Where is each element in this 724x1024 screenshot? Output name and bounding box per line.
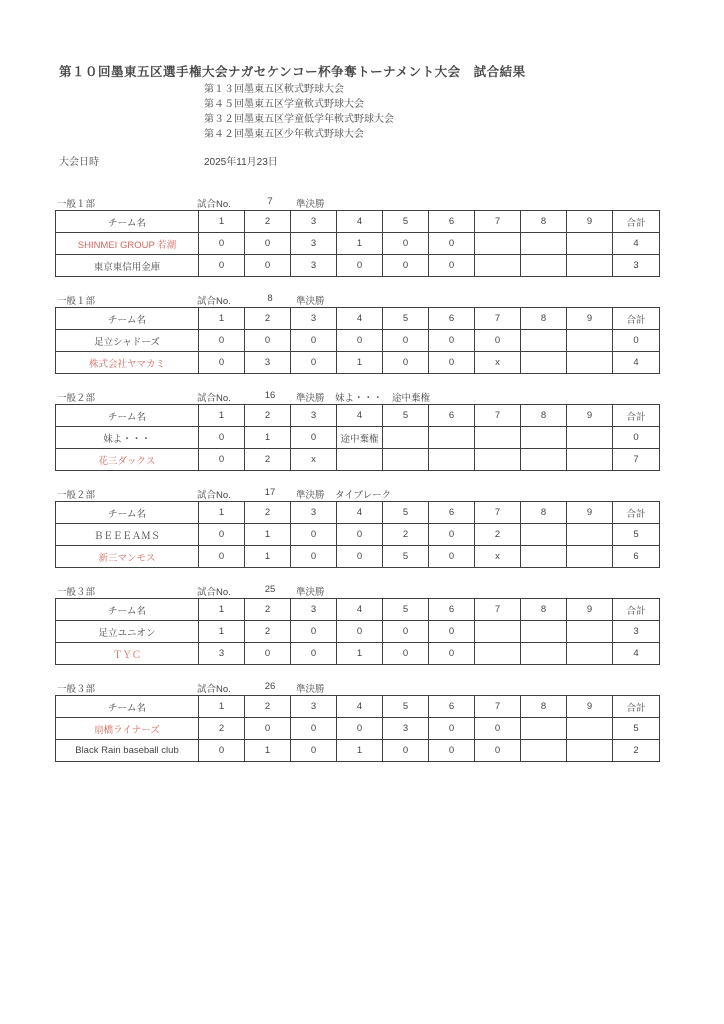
inning-score-cell bbox=[475, 643, 521, 665]
team-name-cell: ＴＹＣ bbox=[56, 643, 199, 665]
inning-header: 8 bbox=[521, 405, 567, 427]
inning-header: 2 bbox=[245, 696, 291, 718]
match-label-row bbox=[55, 292, 661, 307]
round-label: 準決勝 bbox=[296, 296, 325, 307]
inning-score-cell bbox=[521, 330, 567, 352]
inning-score-cell bbox=[337, 449, 383, 471]
inning-score-cell: 0 bbox=[199, 546, 245, 568]
team-name-cell: 花三ダックス bbox=[56, 449, 199, 471]
inning-header: 7 bbox=[475, 308, 521, 330]
inning-score-cell bbox=[567, 718, 613, 740]
inning-score-cell: 0 bbox=[429, 718, 475, 740]
team-name-cell: 足立シャドーズ bbox=[56, 330, 199, 352]
inning-score-cell bbox=[567, 352, 613, 374]
inning-score-cell: 0 bbox=[199, 427, 245, 449]
inning-score-cell: 0 bbox=[199, 330, 245, 352]
total-score-cell: 5 bbox=[613, 524, 660, 546]
team-name-cell: 足立ユニオン bbox=[56, 621, 199, 643]
team-name-cell: ＢＥＥＥＡＭＳ bbox=[56, 524, 199, 546]
game-no-label: 試合No. bbox=[197, 199, 231, 210]
inning-score-cell: 0 bbox=[475, 330, 521, 352]
game-no-label: 試合No. bbox=[197, 684, 231, 695]
inning-score-cell: 3 bbox=[291, 255, 337, 277]
inning-score-cell: 0 bbox=[291, 740, 337, 762]
division-label: 一般１部 bbox=[57, 199, 96, 210]
inning-score-cell bbox=[567, 643, 613, 665]
inning-score-cell: 1 bbox=[245, 546, 291, 568]
team-row bbox=[56, 352, 660, 374]
inning-score-cell: 0 bbox=[383, 621, 429, 643]
game-no-value: 16 bbox=[264, 390, 276, 401]
inning-score-cell: 0 bbox=[245, 718, 291, 740]
inning-score-cell: 0 bbox=[199, 740, 245, 762]
inning-score-cell: 0 bbox=[429, 330, 475, 352]
inning-score-cell: 1 bbox=[337, 740, 383, 762]
round-label: 準決勝 bbox=[296, 587, 325, 598]
match-section bbox=[55, 680, 661, 762]
inning-score-cell bbox=[567, 449, 613, 471]
inning-score-cell bbox=[521, 233, 567, 255]
inning-score-cell: 0 bbox=[383, 352, 429, 374]
tournament-subtitle-list bbox=[204, 82, 394, 142]
team-row bbox=[56, 449, 660, 471]
inning-header: 6 bbox=[429, 599, 475, 621]
total-score-cell: 4 bbox=[613, 643, 660, 665]
inning-score-cell bbox=[521, 740, 567, 762]
inning-header: 6 bbox=[429, 405, 475, 427]
inning-score-cell: 途中棄権 bbox=[337, 427, 383, 449]
match-section bbox=[55, 195, 661, 277]
inning-header: 7 bbox=[475, 696, 521, 718]
inning-score-cell: 3 bbox=[383, 718, 429, 740]
round-label: 準決勝 bbox=[296, 393, 325, 404]
total-score-cell: 7 bbox=[613, 449, 660, 471]
total-score-cell: 4 bbox=[613, 352, 660, 374]
total-header: 合計 bbox=[613, 211, 660, 233]
inning-score-cell: 2 bbox=[383, 524, 429, 546]
inning-score-cell: 0 bbox=[475, 740, 521, 762]
inning-header: 1 bbox=[199, 599, 245, 621]
team-name-header: チーム名 bbox=[56, 308, 199, 330]
round-label: 準決勝 bbox=[296, 490, 325, 501]
inning-score-cell: 3 bbox=[245, 352, 291, 374]
match-label-row bbox=[55, 583, 661, 598]
team-row bbox=[56, 524, 660, 546]
total-score-cell: 3 bbox=[613, 621, 660, 643]
inning-score-cell: 0 bbox=[383, 330, 429, 352]
inning-score-cell: 0 bbox=[291, 524, 337, 546]
inning-score-cell bbox=[567, 427, 613, 449]
inning-header: 1 bbox=[199, 502, 245, 524]
inning-header: 2 bbox=[245, 211, 291, 233]
division-label: 一般２部 bbox=[57, 393, 96, 404]
header-row bbox=[56, 308, 660, 330]
match-label-row bbox=[55, 486, 661, 501]
inning-score-cell: 0 bbox=[429, 643, 475, 665]
inning-header: 7 bbox=[475, 405, 521, 427]
match-section bbox=[55, 486, 661, 568]
inning-score-cell bbox=[475, 449, 521, 471]
inning-score-cell: x bbox=[475, 352, 521, 374]
inning-score-cell: 1 bbox=[245, 740, 291, 762]
inning-header: 5 bbox=[383, 696, 429, 718]
inning-header: 8 bbox=[521, 599, 567, 621]
inning-header: 1 bbox=[199, 308, 245, 330]
total-header: 合計 bbox=[613, 502, 660, 524]
inning-score-cell: 0 bbox=[291, 352, 337, 374]
team-name-cell: 東京東信用金庫 bbox=[56, 255, 199, 277]
inning-header: 1 bbox=[199, 696, 245, 718]
inning-header: 6 bbox=[429, 308, 475, 330]
event-date-value: 2025年11月23日 bbox=[204, 157, 278, 168]
round-label: 準決勝 bbox=[296, 684, 325, 695]
total-score-cell: 0 bbox=[613, 427, 660, 449]
inning-score-cell: 0 bbox=[199, 449, 245, 471]
inning-header: 9 bbox=[567, 502, 613, 524]
inning-header: 1 bbox=[199, 405, 245, 427]
inning-score-cell bbox=[383, 427, 429, 449]
team-name-header: チーム名 bbox=[56, 599, 199, 621]
team-name-header: チーム名 bbox=[56, 696, 199, 718]
team-name-cell: 扇橋ライナーズ bbox=[56, 718, 199, 740]
inning-score-cell bbox=[567, 740, 613, 762]
score-table bbox=[55, 598, 660, 665]
match-note-label: 妹よ・・・ 途中棄権 bbox=[335, 393, 431, 404]
inning-score-cell: 0 bbox=[429, 621, 475, 643]
inning-score-cell: 0 bbox=[429, 546, 475, 568]
inning-score-cell bbox=[521, 643, 567, 665]
inning-score-cell: 0 bbox=[429, 352, 475, 374]
inning-header: 6 bbox=[429, 211, 475, 233]
header-row bbox=[56, 502, 660, 524]
inning-score-cell bbox=[521, 546, 567, 568]
match-note-label: タイブレーク bbox=[335, 490, 392, 501]
inning-score-cell: 3 bbox=[291, 233, 337, 255]
team-name-cell: 妹よ・・・ bbox=[56, 427, 199, 449]
inning-header: 3 bbox=[291, 696, 337, 718]
inning-header: 9 bbox=[567, 405, 613, 427]
total-score-cell: 3 bbox=[613, 255, 660, 277]
inning-header: 2 bbox=[245, 599, 291, 621]
inning-score-cell: 0 bbox=[383, 740, 429, 762]
inning-header: 5 bbox=[383, 308, 429, 330]
total-header: 合計 bbox=[613, 308, 660, 330]
score-table bbox=[55, 210, 660, 277]
event-date-label: 大会日時 bbox=[59, 157, 99, 168]
inning-score-cell bbox=[567, 524, 613, 546]
header-row bbox=[56, 696, 660, 718]
document-title: 第１０回墨東五区選手権大会ナガセケンコー杯争奪トーナメント大会 試合結果 bbox=[59, 65, 526, 79]
inning-header: 4 bbox=[337, 211, 383, 233]
game-no-value: 26 bbox=[264, 681, 276, 692]
inning-score-cell: 0 bbox=[337, 546, 383, 568]
inning-score-cell bbox=[567, 233, 613, 255]
inning-score-cell bbox=[475, 233, 521, 255]
inning-score-cell: 1 bbox=[337, 233, 383, 255]
score-tables bbox=[55, 195, 661, 777]
inning-score-cell bbox=[521, 449, 567, 471]
inning-header: 3 bbox=[291, 405, 337, 427]
inning-score-cell: 0 bbox=[429, 524, 475, 546]
inning-header: 2 bbox=[245, 502, 291, 524]
division-label: 一般２部 bbox=[57, 490, 96, 501]
score-table bbox=[55, 404, 660, 471]
match-label-row bbox=[55, 195, 661, 210]
inning-score-cell: x bbox=[291, 449, 337, 471]
inning-score-cell: 0 bbox=[475, 718, 521, 740]
inning-score-cell bbox=[521, 524, 567, 546]
division-label: 一般１部 bbox=[57, 296, 96, 307]
inning-header: 3 bbox=[291, 308, 337, 330]
team-name-header: チーム名 bbox=[56, 405, 199, 427]
match-label-row bbox=[55, 680, 661, 695]
inning-header: 9 bbox=[567, 599, 613, 621]
inning-score-cell bbox=[475, 427, 521, 449]
inning-score-cell bbox=[429, 449, 475, 471]
inning-header: 7 bbox=[475, 211, 521, 233]
inning-score-cell: x bbox=[475, 546, 521, 568]
team-row bbox=[56, 330, 660, 352]
inning-header: 8 bbox=[521, 502, 567, 524]
inning-header: 5 bbox=[383, 405, 429, 427]
inning-score-cell bbox=[475, 255, 521, 277]
inning-score-cell bbox=[383, 449, 429, 471]
inning-header: 5 bbox=[383, 211, 429, 233]
inning-header: 7 bbox=[475, 599, 521, 621]
score-table bbox=[55, 695, 660, 762]
inning-score-cell: 0 bbox=[383, 643, 429, 665]
total-score-cell: 6 bbox=[613, 546, 660, 568]
inning-score-cell: 2 bbox=[245, 621, 291, 643]
event-date-row bbox=[0, 153, 724, 167]
total-header: 合計 bbox=[613, 696, 660, 718]
inning-score-cell: 0 bbox=[291, 718, 337, 740]
inning-score-cell: 0 bbox=[199, 233, 245, 255]
inning-score-cell bbox=[567, 621, 613, 643]
inning-score-cell: 0 bbox=[337, 524, 383, 546]
team-row bbox=[56, 740, 660, 762]
team-row bbox=[56, 621, 660, 643]
header-row bbox=[56, 405, 660, 427]
game-no-value: 7 bbox=[267, 196, 273, 207]
inning-score-cell: 0 bbox=[245, 233, 291, 255]
inning-score-cell bbox=[567, 255, 613, 277]
division-label: 一般３部 bbox=[57, 684, 96, 695]
inning-score-cell: 5 bbox=[383, 546, 429, 568]
inning-header: 4 bbox=[337, 599, 383, 621]
tournament-subtitle: 第４２回墨東五区少年軟式野球大会 bbox=[204, 129, 364, 140]
total-score-cell: 0 bbox=[613, 330, 660, 352]
team-name-cell: Black Rain baseball club bbox=[56, 740, 199, 762]
team-row bbox=[56, 718, 660, 740]
tournament-subtitle: 第１３回墨東五区軟式野球大会 bbox=[204, 84, 344, 95]
inning-score-cell bbox=[521, 718, 567, 740]
tournament-subtitle: 第３２回墨東五区学童低学年軟式野球大会 bbox=[204, 114, 394, 125]
inning-score-cell: 0 bbox=[337, 255, 383, 277]
score-table bbox=[55, 501, 660, 568]
inning-score-cell: 1 bbox=[245, 427, 291, 449]
team-row bbox=[56, 255, 660, 277]
inning-score-cell: 2 bbox=[199, 718, 245, 740]
inning-score-cell: 1 bbox=[245, 524, 291, 546]
round-label: 準決勝 bbox=[296, 199, 325, 210]
team-name-header: チーム名 bbox=[56, 502, 199, 524]
inning-score-cell: 1 bbox=[199, 621, 245, 643]
inning-score-cell: 0 bbox=[245, 330, 291, 352]
inning-score-cell bbox=[567, 546, 613, 568]
total-score-cell: 4 bbox=[613, 233, 660, 255]
inning-score-cell: 0 bbox=[245, 255, 291, 277]
total-header: 合計 bbox=[613, 599, 660, 621]
team-row bbox=[56, 233, 660, 255]
inning-score-cell: 0 bbox=[245, 643, 291, 665]
division-label: 一般３部 bbox=[57, 587, 96, 598]
inning-header: 1 bbox=[199, 211, 245, 233]
inning-score-cell: 0 bbox=[291, 546, 337, 568]
inning-score-cell bbox=[521, 621, 567, 643]
inning-header: 9 bbox=[567, 696, 613, 718]
team-name-cell: 新三マンモス bbox=[56, 546, 199, 568]
team-name-cell: SHINMEI GROUP 若潮 bbox=[56, 233, 199, 255]
inning-header: 9 bbox=[567, 211, 613, 233]
inning-header: 6 bbox=[429, 502, 475, 524]
header-row bbox=[56, 599, 660, 621]
team-row bbox=[56, 546, 660, 568]
inning-score-cell: 0 bbox=[383, 233, 429, 255]
inning-score-cell: 3 bbox=[199, 643, 245, 665]
inning-header: 7 bbox=[475, 502, 521, 524]
match-section bbox=[55, 292, 661, 374]
inning-score-cell: 2 bbox=[245, 449, 291, 471]
inning-score-cell: 0 bbox=[291, 330, 337, 352]
team-row bbox=[56, 427, 660, 449]
inning-score-cell: 0 bbox=[291, 621, 337, 643]
inning-header: 8 bbox=[521, 308, 567, 330]
inning-score-cell: 0 bbox=[199, 352, 245, 374]
inning-header: 4 bbox=[337, 405, 383, 427]
inning-header: 2 bbox=[245, 308, 291, 330]
inning-score-cell: 0 bbox=[199, 255, 245, 277]
inning-header: 4 bbox=[337, 502, 383, 524]
inning-header: 3 bbox=[291, 211, 337, 233]
game-no-value: 17 bbox=[264, 487, 276, 498]
inning-score-cell: 0 bbox=[337, 621, 383, 643]
total-score-cell: 2 bbox=[613, 740, 660, 762]
total-header: 合計 bbox=[613, 405, 660, 427]
inning-score-cell bbox=[521, 255, 567, 277]
match-section bbox=[55, 389, 661, 471]
match-label-row bbox=[55, 389, 661, 404]
inning-header: 6 bbox=[429, 696, 475, 718]
inning-score-cell: 0 bbox=[291, 643, 337, 665]
game-no-label: 試合No. bbox=[197, 587, 231, 598]
game-no-label: 試合No. bbox=[197, 490, 231, 501]
inning-header: 9 bbox=[567, 308, 613, 330]
inning-score-cell: 0 bbox=[337, 718, 383, 740]
total-score-cell: 5 bbox=[613, 718, 660, 740]
inning-score-cell: 0 bbox=[429, 740, 475, 762]
inning-header: 5 bbox=[383, 599, 429, 621]
inning-score-cell bbox=[475, 621, 521, 643]
inning-score-cell bbox=[429, 427, 475, 449]
inning-score-cell: 2 bbox=[475, 524, 521, 546]
inning-score-cell: 0 bbox=[429, 233, 475, 255]
inning-header: 8 bbox=[521, 696, 567, 718]
inning-header: 4 bbox=[337, 696, 383, 718]
inning-header: 4 bbox=[337, 308, 383, 330]
team-row bbox=[56, 643, 660, 665]
inning-score-cell bbox=[567, 330, 613, 352]
team-name-header: チーム名 bbox=[56, 211, 199, 233]
inning-score-cell: 0 bbox=[383, 255, 429, 277]
game-no-value: 8 bbox=[267, 293, 273, 304]
inning-header: 8 bbox=[521, 211, 567, 233]
inning-score-cell: 0 bbox=[291, 427, 337, 449]
inning-score-cell bbox=[521, 352, 567, 374]
game-no-label: 試合No. bbox=[197, 393, 231, 404]
inning-header: 3 bbox=[291, 599, 337, 621]
inning-score-cell: 0 bbox=[199, 524, 245, 546]
score-table bbox=[55, 307, 660, 374]
game-no-value: 25 bbox=[264, 584, 276, 595]
game-no-label: 試合No. bbox=[197, 296, 231, 307]
inning-header: 5 bbox=[383, 502, 429, 524]
inning-score-cell: 1 bbox=[337, 643, 383, 665]
inning-score-cell bbox=[521, 427, 567, 449]
tournament-subtitle: 第４５回墨東五区学童軟式野球大会 bbox=[204, 99, 364, 110]
inning-score-cell: 1 bbox=[337, 352, 383, 374]
match-section bbox=[55, 583, 661, 665]
inning-score-cell: 0 bbox=[337, 330, 383, 352]
team-name-cell: 株式会社ヤマカミ bbox=[56, 352, 199, 374]
header-row bbox=[56, 211, 660, 233]
inning-header: 2 bbox=[245, 405, 291, 427]
inning-header: 3 bbox=[291, 502, 337, 524]
inning-score-cell: 0 bbox=[429, 255, 475, 277]
